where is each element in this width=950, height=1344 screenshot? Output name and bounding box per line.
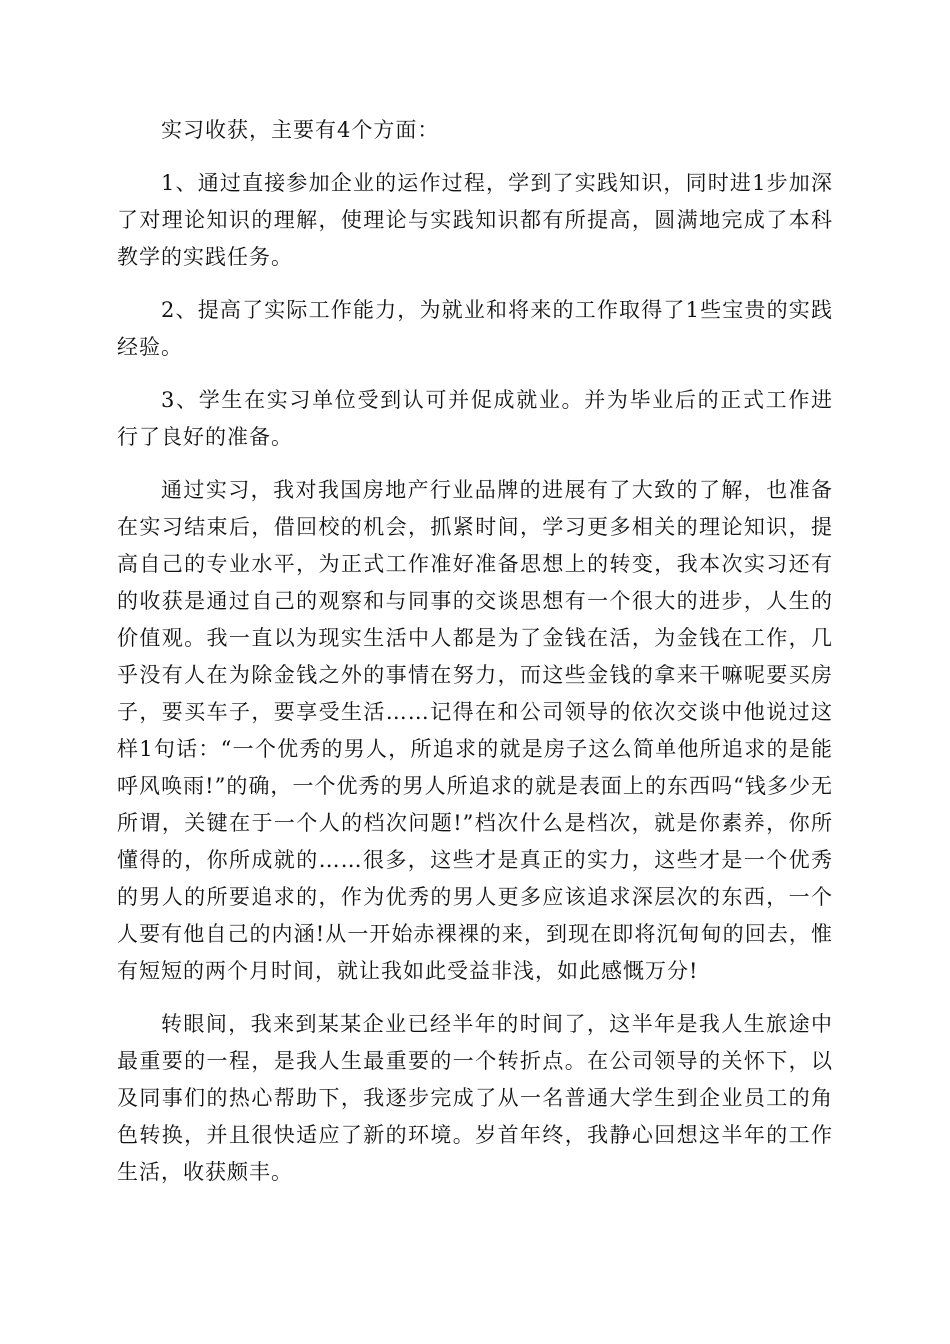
paragraph-summary: 转眼间，我来到某某企业已经半年的时间了，这半年是我人生旅途中最重要的一程，是我人生最重要的一个转折点。在公司领导的关怀下，以及同事们的热心帮助下，我逐步完成了从一名普通大学生到企业员工的角色转换，并且很快适应了新的环境。岁首年终，我静心回想这半年的工作生活，收获颇丰。 — [117, 1012, 833, 1184]
paragraph-point-2: 2、提高了实际工作能力，为就业和将来的工作取得了1些宝贵的实践经验。 — [117, 298, 833, 359]
document-body — [117, 112, 833, 1207]
paragraph-point-3: 3、学生在实习单位受到认可并促成就业。并为毕业后的正式工作进行了良好的准备。 — [117, 388, 833, 449]
paragraph-intro: 实习收获，主要有4个方面： — [161, 118, 440, 142]
paragraph-reflection: 通过实习，我对我国房地产行业品牌的进展有了大致的了解，也准备在实习结束后，借回校的机会，抓紧时间，学习更多相关的理论知识，提高自己的专业水平，为正式工作准好准备思想上的转变，我本次实习还有的收获是通过自己的观察和与同事的交谈思想有一个很大的进步，人生的价值观。我一直以为现实生活中人都是为了金钱在活，为金钱在工作，几乎没有人在为除金钱之外的事情在努力，而这些金钱的拿来干嘛呢要买房子，要买车子，要享受生活……记得在和公司领导的依次交谈中他说过这样1句话：“一个优秀的男人，所追求的就是房子这么简单他所追求的是能呼风唤雨!”的确，一个优秀的男人所追求的就是表面上的东西吗“钱多少无所谓，关键在于一个人的档次问题!”档次什么是档次，就是你素养，你所懂得的，你所成就的……很多，这些才是真正的实力，这些才是一个优秀的男人的所要追求的，作为优秀的男人更多应该追求深层次的东西，一个人要有他自己的内涵!从一开始赤裸裸的来，到现在即将沉甸甸的回去，惟有短短的两个月时间，就让我如此受益非浅，如此感慨万分! — [117, 478, 833, 983]
paragraph-point-1: 1、通过直接参加企业的运作过程，学到了实践知识，同时进1步加深了对理论知识的理解，使理论与实践知识都有所提高，圆满地完成了本科教学的实践任务。 — [117, 171, 833, 269]
